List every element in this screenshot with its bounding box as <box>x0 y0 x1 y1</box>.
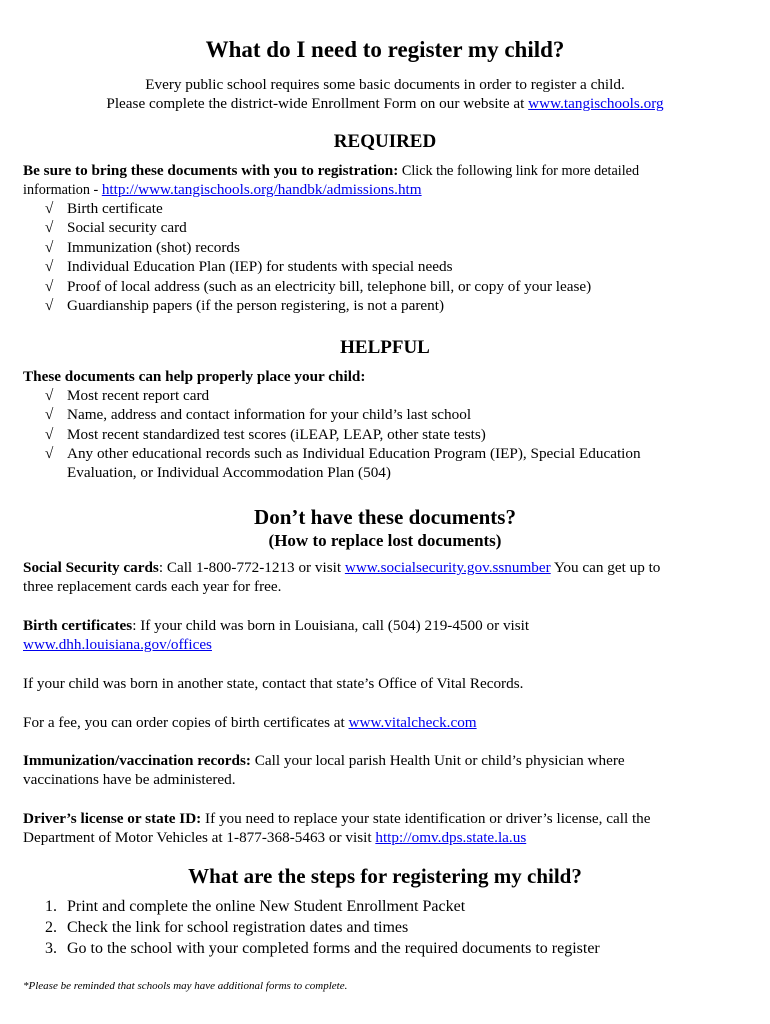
dl-text: If you need to replace your state identification or driver’s license, call the <box>201 810 651 827</box>
required-item <box>45 257 453 277</box>
required-lead-info: information - <box>23 182 102 198</box>
omv-link[interactable]: http://omv.dps.state.la.us <box>375 829 527 846</box>
imm-line-1 <box>23 751 625 771</box>
step-text: Print and complete the online New Student Enrollment Packet <box>67 898 466 915</box>
step-item <box>45 918 408 938</box>
step-number: 1. <box>45 898 57 915</box>
step-item <box>45 939 600 959</box>
vitalcheck-link[interactable]: www.vitalcheck.com <box>348 714 477 731</box>
check-icon: √ <box>45 426 54 443</box>
required-lead-rest: Click the following link for more detailed <box>398 163 640 179</box>
check-icon: √ <box>45 239 54 256</box>
helpful-item-text: Most recent report card <box>67 387 210 404</box>
required-item-text: Birth certificate <box>67 200 163 217</box>
helpful-item-text: Most recent standardized test scores (iLEAP, LEAP, other state tests) <box>67 426 486 443</box>
other-state-text: If your child was born in another state, contact that state’s Office of Vital Records. <box>23 675 524 692</box>
dhh-link[interactable]: www.dhh.louisiana.gov/offices <box>23 636 212 653</box>
step-text: Check the link for school registration dates and times <box>67 919 409 936</box>
admissions-link[interactable]: http://www.tangischools.org/handbk/admissions.htm <box>101 181 422 198</box>
bc-line-1 <box>23 616 529 636</box>
intro-line-2-text: Please complete the district-wide Enrollment Form on our website at <box>106 95 529 112</box>
check-icon: √ <box>45 278 54 295</box>
bc-text: : If your child was born in Louisiana, call (504) 219-4500 or visit <box>132 617 530 634</box>
footnote: *Please be reminded that schools may have additional forms to complete. <box>23 980 348 992</box>
check-icon: √ <box>45 258 54 275</box>
ss-text-2: You can get up to <box>550 559 661 576</box>
required-lead-line-1 <box>23 161 639 182</box>
helpful-item-text: Name, address and contact information for your child’s last school <box>67 406 472 423</box>
check-icon: √ <box>45 200 54 217</box>
ss-text: : Call 1-800-772-1213 or visit <box>158 559 345 576</box>
imm-text: Call your local parish Health Unit or child’s physician where <box>250 752 625 769</box>
required-item <box>45 277 591 297</box>
dl-text-2: Department of Motor Vehicles at 1-877-368-5463 or visit <box>23 829 376 846</box>
required-item <box>45 199 163 219</box>
required-item-text: Social security card <box>67 219 187 236</box>
check-icon: √ <box>45 387 54 404</box>
required-item-text: Proof of local address (such as an electricity bill, telephone bill, or copy of your lease) <box>67 278 592 295</box>
page-title: What do I need to register my child? <box>205 37 565 62</box>
helpful-item-text: Any other educational records such as Individual Education Program (IEP), Special Education <box>67 445 641 462</box>
required-heading: REQUIRED <box>333 131 437 152</box>
helpful-lead <box>23 367 365 387</box>
helpful-item <box>45 444 641 464</box>
step-text: Go to the school with your completed forms and the required documents to register <box>67 940 600 957</box>
check-icon: √ <box>45 406 54 423</box>
required-item <box>45 238 240 258</box>
required-item-text: Individual Education Plan (IEP) for students with special needs <box>67 258 453 275</box>
check-icon: √ <box>45 297 54 314</box>
bc-label: Birth certificates <box>23 617 133 634</box>
required-lead-bold: Be sure to bring these documents with you to registration: <box>23 162 399 179</box>
bc-line-2 <box>23 635 212 655</box>
imm-line-2: vaccinations have be administered. <box>23 771 236 788</box>
dl-line-2 <box>23 828 526 848</box>
required-lead-line-2 <box>23 180 422 201</box>
helpful-item-continuation: Evaluation, or Individual Accommodation Plan (504) <box>67 464 391 481</box>
missing-subheading: (How to replace lost documents) <box>268 531 502 550</box>
fee-line <box>23 713 477 733</box>
required-item <box>45 218 187 238</box>
steps-heading: What are the steps for registering my child? <box>188 864 582 888</box>
step-number: 2. <box>45 919 57 936</box>
fee-text: For a fee, you can order copies of birth certificates at <box>23 714 349 731</box>
required-item-text: Guardianship papers (if the person registering, is not a parent) <box>67 297 445 314</box>
dl-line-1 <box>23 809 651 829</box>
step-number: 3. <box>45 940 57 957</box>
imm-label: Immunization/vaccination records: <box>23 752 251 769</box>
helpful-item <box>45 386 209 406</box>
intro-line-1: Every public school requires some basic documents in order to register a child. <box>145 76 625 93</box>
missing-heading: Don’t have these documents? <box>254 505 516 529</box>
helpful-lead-bold: These documents can help properly place your child: <box>23 368 366 385</box>
helpful-item <box>45 425 486 445</box>
dl-label: Driver’s license or state ID: <box>23 810 202 827</box>
helpful-item <box>45 405 471 425</box>
helpful-heading: HELPFUL <box>340 337 430 358</box>
required-item-text: Immunization (shot) records <box>67 239 240 256</box>
tangischools-link[interactable]: www.tangischools.org <box>528 95 664 112</box>
required-item <box>45 296 444 316</box>
ss-label: Social Security cards <box>23 559 159 576</box>
check-icon: √ <box>45 445 54 462</box>
socialsecurity-link[interactable]: www.socialsecurity.gov.ssnumber <box>344 559 551 576</box>
ss-line-1 <box>23 558 660 578</box>
ss-line-2: three replacement cards each year for free. <box>23 578 282 595</box>
intro-line-2 <box>0 94 770 114</box>
check-icon: √ <box>45 219 54 236</box>
step-item <box>45 897 465 917</box>
